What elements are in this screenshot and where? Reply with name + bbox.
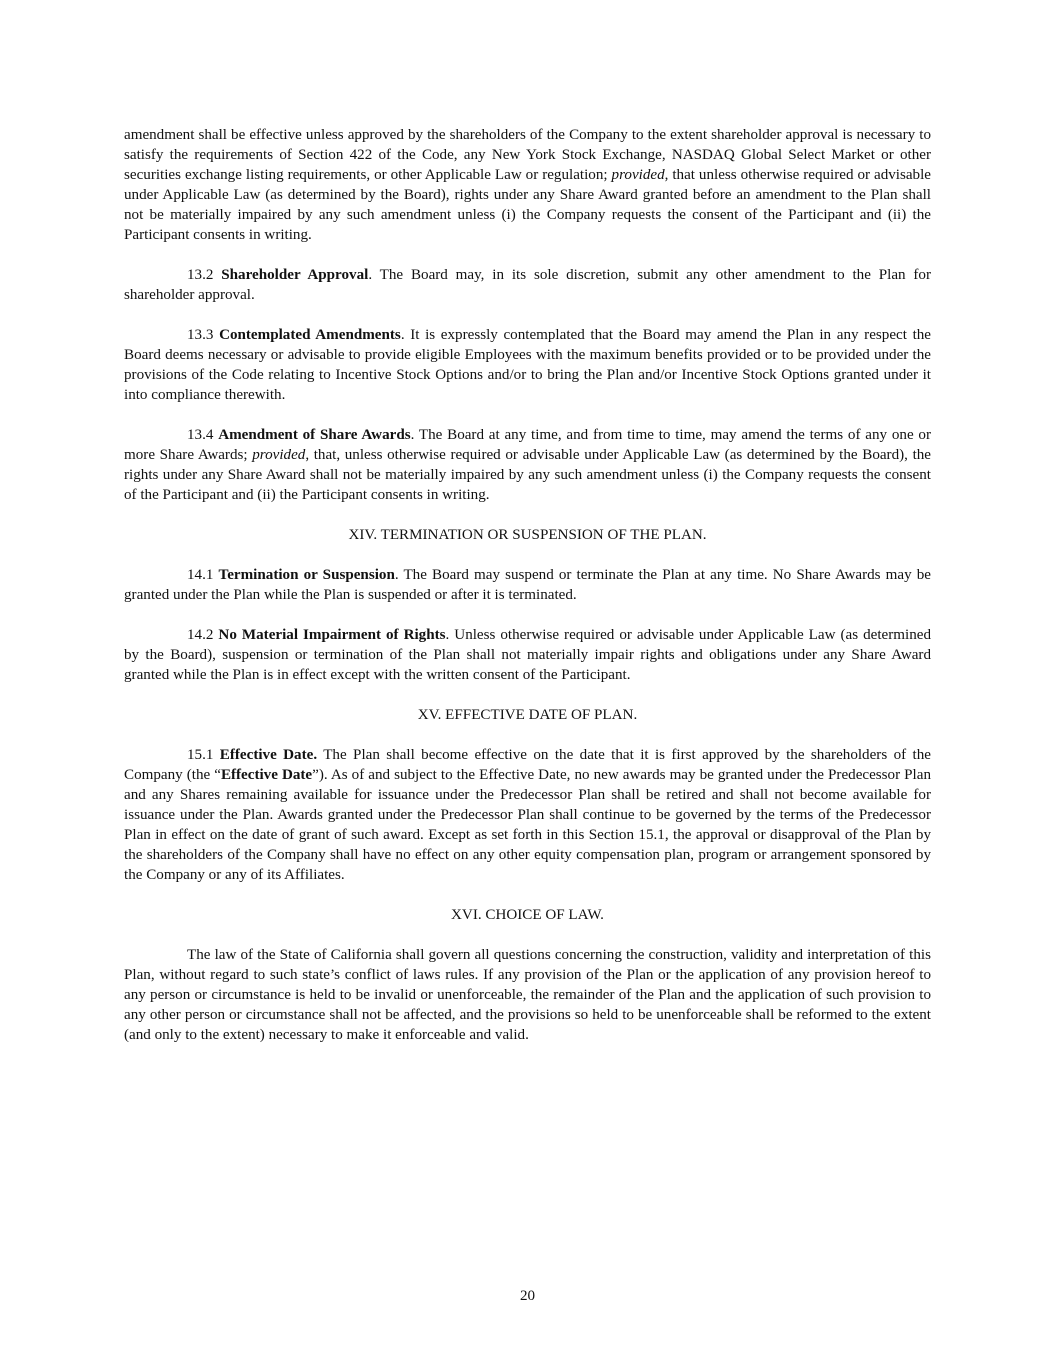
paragraph-15-1	[124, 745, 931, 885]
paragraph-16: The law of the State of California shall govern all questions concerning the construction, validity and interpretation of this Plan, without regard to such state’s conflict of laws rules. If any provision of the Plan or the application of any provision hereof to any person or circumstance is held to be invalid or unenforceable, the remainder of the Plan and the application of such provision to any other person or circumstance shall not be affected, and the provisions so held to be unenforceable shall be reformed to the extent (and only to the extent) necessary to make it enforceable and valid.	[124, 947, 931, 1043]
paragraph-14-2	[124, 625, 931, 685]
section-number: 13.4	[187, 427, 219, 443]
italic-term-provided: provided	[611, 167, 665, 183]
section-text: . The Board at any time, and from time to time, may amend the terms of any one or more Share Awards;	[124, 427, 931, 463]
section-text: . Unless otherwise required or advisable under Applicable Law (as determined by the Board), suspension or termination of the Plan shall not materially impair rights and obligations under any Share Award granted while the Plan is in effect except with the written consent of the Participant.	[124, 627, 931, 683]
section-text: The Plan shall become effective on the date that it is first approved by the shareholders of the Company (the “	[124, 747, 931, 783]
section-title: No Material Impairment of Rights	[218, 627, 446, 643]
section-number: 14.2	[187, 627, 219, 643]
document-page	[124, 125, 931, 1065]
section-number: 13.2	[187, 267, 222, 283]
section-text: ”). As of and subject to the Effective Date, no new awards may be granted under the Predecessor Plan and any Shares remaining available for issuance under the Predecessor Plan shall be retired and shall not become available for issuance under the Plan. Awards granted under the Predecessor Plan shall continue to be governed by the terms of the Predecessor Plan in effect on the date of grant of such award. Except as set forth in this Section 15.1, the approval or disapproval of the Plan by the shareholders of the Company shall have no effect on any other equity compensation plan, program or arrangement sponsored by the Company or any of its Affiliates.	[124, 767, 931, 883]
section-text: , that, unless otherwise required or advisable under Applicable Law (as determined by the Board), the rights under any Share Award shall not be materially impaired by any such amendment unless (i) the Company requests the consent of the Participant and (ii) the Participant consents in writing.	[124, 447, 932, 503]
section-text: . The Board may, in its sole discretion, submit any other amendment to the Plan for shareholder approval.	[124, 267, 931, 303]
section-title: Amendment of Share Awards	[218, 427, 411, 443]
section-number: 13.3	[187, 327, 220, 343]
section-number: 14.1	[187, 567, 219, 583]
section-title: Termination or Suspension	[218, 567, 395, 583]
article-heading-xv: XV. EFFECTIVE DATE OF PLAN.	[417, 707, 638, 723]
section-title: Contemplated Amendments	[219, 327, 401, 343]
section-number: 15.1	[187, 747, 220, 763]
paragraph-13-2	[124, 265, 931, 305]
section-text: . The Board may suspend or terminate the Plan at any time. No Share Awards may be granted under the Plan while the Plan is suspended or after it is terminated.	[124, 567, 932, 603]
paragraph-13-1-continued	[124, 125, 931, 245]
section-text: . It is expressly contemplated that the Board may amend the Plan in any respect the Board deems necessary or advisable to provide eligible Employees with the maximum benefits provided or to be provided under the provisions of the Code relating to Incentive Stock Options and/or to bring the Plan and/or Incentive Stock Options granted under it into compliance therewith.	[124, 327, 932, 403]
section-title: Effective Date.	[219, 747, 318, 763]
defined-term: Effective Date	[220, 767, 313, 783]
paragraph-13-4	[124, 425, 931, 505]
paragraph-14-1	[124, 565, 931, 605]
paragraph-13-3	[124, 325, 931, 405]
text-run: , that unless otherwise required or advisable under Applicable Law (as determined by the Board), rights under any Share Award granted before an amendment to the Plan shall not be materially impaired by any such amendment unless (i) the Company requests the consent of the Participant and (ii) the Participant consents in writing.	[124, 167, 931, 243]
page-number: 20	[519, 1288, 536, 1304]
italic-term-provided: provided	[252, 447, 306, 463]
article-heading-xiv: XIV. TERMINATION OR SUSPENSION OF THE PLAN.	[348, 527, 707, 543]
text-run: amendment shall be effective unless approved by the shareholders of the Company to the extent shareholder approval is necessary to satisfy the requirements of Section 422 of the Code, any New York Stock Exchange, NASDAQ Global Select Market or other securities exchange listing requirements, or other Applicable Law or regulation;	[124, 127, 931, 183]
article-heading-xvi: XVI. CHOICE OF LAW.	[451, 907, 604, 923]
section-title: Shareholder Approval	[221, 267, 369, 283]
